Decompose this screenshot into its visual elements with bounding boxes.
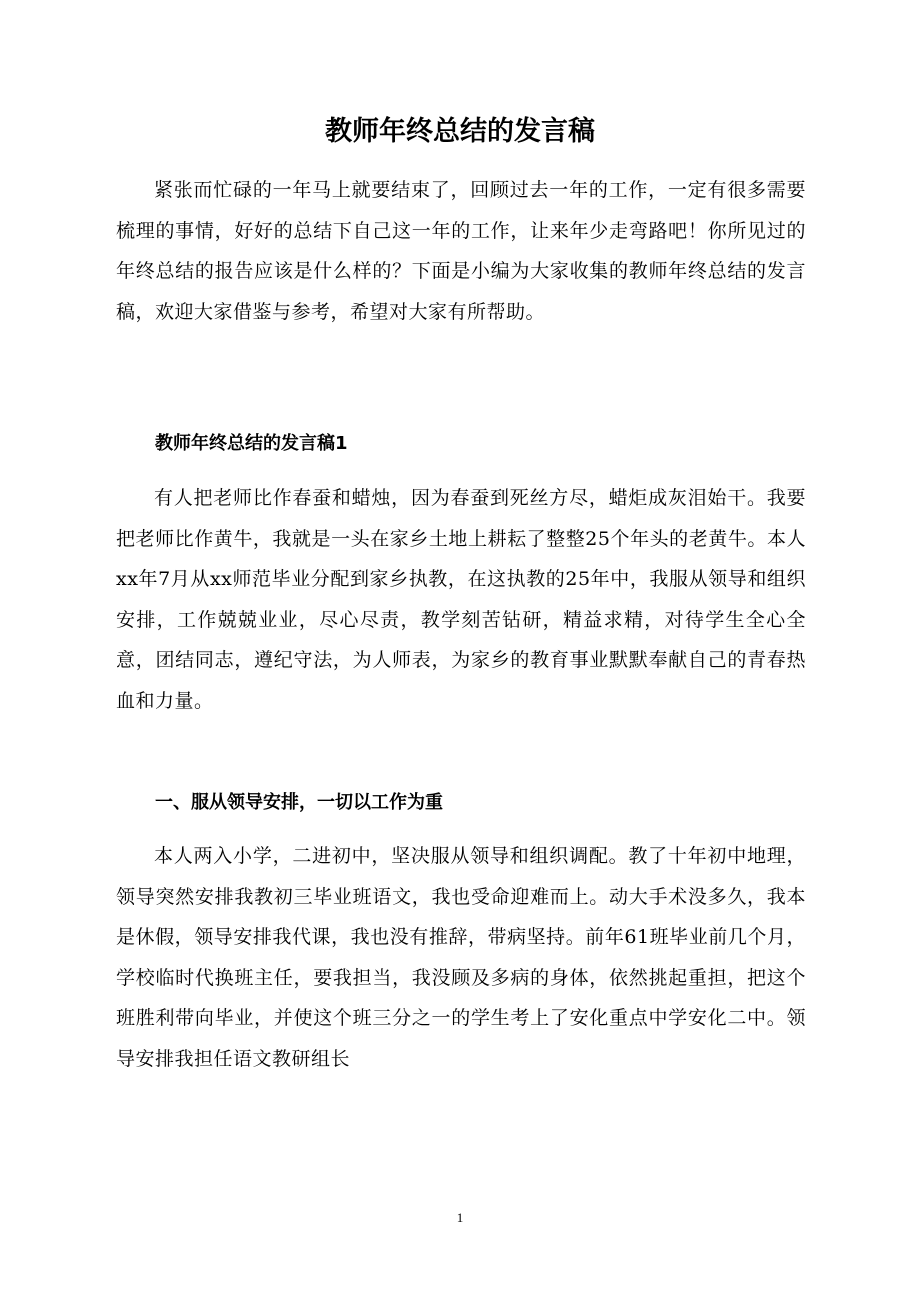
- subsection-paragraph: 本人两入小学，二进初中，坚决服从领导和组织调配。教了十年初中地理，领导突然安排我教初三毕业班语文，我也受命迎难而上。动大手术没多久，我本是休假，领导安排我代课，我也没有推辞，带病坚持。前年61班毕业前几个月，学校临时代换班主任，要我担当，我没顾及多病的身体，依然挑起重担，把这个班胜利带向毕业，并使这个班三分之一的学生考上了安化重点中学安化二中。领导安排我担任语文教研组长: [116, 845, 806, 1070]
- section-paragraph: 有人把老师比作春蚕和蜡烛，因为春蚕到死丝方尽，蜡炬成灰泪始干。我要把老师比作黄牛，我就是一头在家乡土地上耕耘了整整25个年头的老黄牛。本人xx年7月从xx师范毕业分配到家乡执教，在这执教的25年中，我服从领导和组织安排，工作兢兢业业，尽心尽责，教学刻苦钻研，精益求精，对待学生全心全意，团结同志，遵纪守法，为人师表，为家乡的教育事业默默奉献自己的青春热血和力量。: [116, 487, 806, 712]
- subsection-heading: 一、服从领导安排，一切以工作为重: [155, 792, 443, 813]
- intro-paragraph: 紧张而忙碌的一年马上就要结束了，回顾过去一年的工作，一定有很多需要梳理的事情，好好的总结下自己这一年的工作，让来年少走弯路吧！你所见过的年终总结的报告应该是什么样的？下面是小编为大家收集的教师年终总结的发言稿，欢迎大家借鉴与参考，希望对大家有所帮助。: [116, 179, 806, 323]
- document-title: 教师年终总结的发言稿: [325, 116, 595, 147]
- section-heading: 教师年终总结的发言稿1: [155, 433, 348, 454]
- page-number: 1: [456, 1210, 464, 1225]
